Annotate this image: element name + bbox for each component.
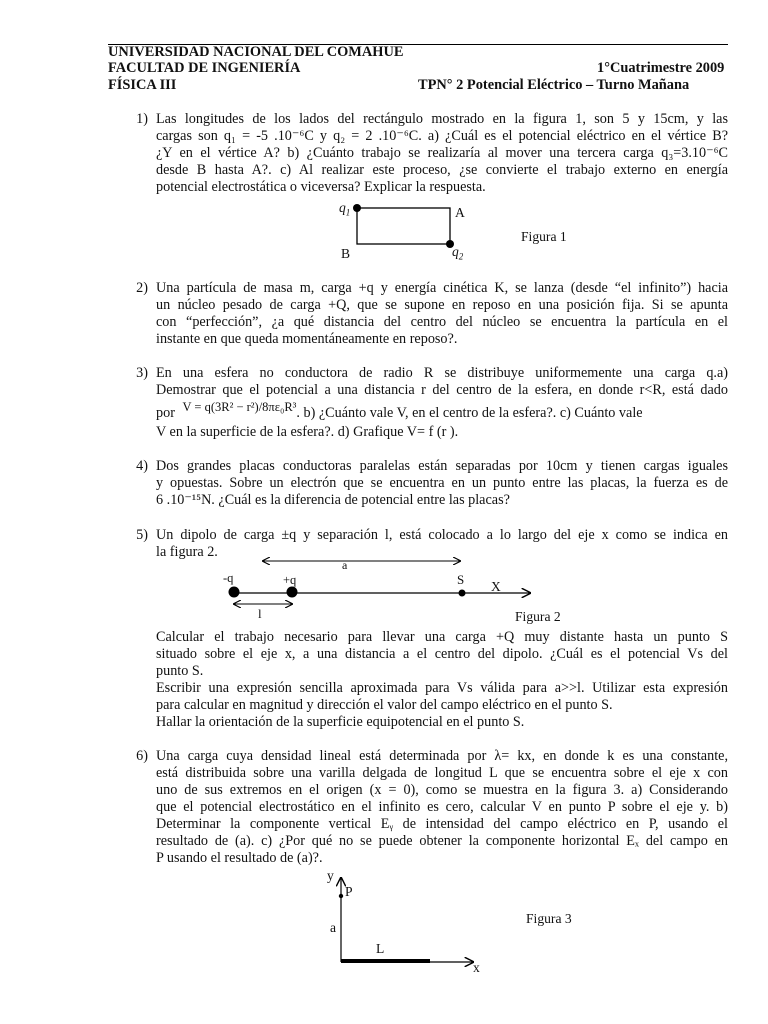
problem-2-line-3: con “perfección”, ¿a qué distancia del centro del núcleo se encuentra la partícula en el bbox=[156, 314, 728, 330]
label-rod-l: L bbox=[376, 941, 385, 956]
problem-6-line-6: resultado de (a). c) ¿Por qué no se puede obtener la componente horizontal Eₓ del campo en bbox=[156, 833, 728, 849]
problem-6-number: 6) bbox=[136, 748, 148, 764]
problem-4-number: 4) bbox=[136, 458, 148, 474]
point-p-dot bbox=[339, 894, 343, 898]
problem-5-number: 5) bbox=[136, 527, 148, 543]
problem-1-line-5: potencial electrostática o viceversa? Explicar la respuesta. bbox=[156, 179, 486, 195]
problem-2-number: 2) bbox=[136, 280, 148, 296]
problem-1-line-4: desde B hasta A?. c) Al realizar este proceso, ¿se convierte el trabajo externo en energía bbox=[156, 162, 728, 178]
problem-5-line-2: la figura 2. bbox=[156, 544, 218, 560]
problem-3-line-3-rest: . b) ¿Cuánto vale V, en el centro de la esfera?. c) Cuánto vale bbox=[296, 405, 643, 421]
figure-2-caption: Figura 2 bbox=[515, 609, 561, 624]
problem-5-after-line-4: Escribir una expresión sencilla aproximada para Vs válida para a>>l. Utilizar esta expresión bbox=[156, 680, 728, 696]
problem-5-after-line-1: Calcular el trabajo necesario para llevar una carga +Q muy distante hasta un punto S bbox=[156, 629, 728, 645]
label-axis-y: y bbox=[327, 868, 334, 883]
problem-4-line-2: y opuestas. Sobre un electrón que se encuentra en un punto entre las placas, la fuerza es de bbox=[156, 475, 728, 491]
label-axis-x-fig2: X bbox=[491, 579, 501, 594]
problem-6-line-2: está distribuida sobre una varilla delgada de longitud L que se encuentra sobre el eje x con bbox=[156, 765, 728, 781]
problem-5-after-line-5: para calcular en magnitud y dirección el valor del campo eléctrico en el punto S. bbox=[156, 697, 613, 713]
problem-1-line-3: ¿Y en el vértice A? b) ¿Cuánto trabajo se realizaría al mover una tercera carga q₃=3.10⁻⁶C bbox=[156, 145, 728, 161]
problem-3-line-2: Demostrar que el potencial a una distancia r del centro de la esfera, en donde r<R, está dado bbox=[156, 382, 728, 398]
problem-1-line-1: Las longitudes de los lados del rectángulo mostrado en la figura 1, son 5 y 15cm, y las bbox=[156, 111, 728, 127]
label-minus-q: -q bbox=[223, 571, 234, 585]
problem-3-line-1: En una esfera no conductora de radio R se distribuye uniformemente una carga q.a) bbox=[156, 365, 728, 381]
problem-3-line-4: V en la superficie de la esfera?. d) Grafique V= f (r ). bbox=[156, 424, 459, 440]
practice-title: TPN° 2 Potencial Eléctrico – Turno Mañana bbox=[418, 77, 690, 93]
label-axis-x-fig3: x bbox=[473, 960, 480, 975]
problem-6-line-3: uno de sus extremos en el origen (x = 0), como se muestra en la figura 3. a) Considerando bbox=[156, 782, 728, 798]
problem-6-line-5: Determinar la componente vertical Eᵧ de intensidad del campo eléctrico en P, usando el bbox=[156, 816, 728, 832]
problem-3-por: por bbox=[156, 405, 175, 421]
problem-3-number: 3) bbox=[136, 365, 148, 381]
problem-6-line-4: que el potencial electrostático en el infinito es cero, calcular V en punto P sobre el eje y. b) bbox=[156, 799, 728, 815]
problem-2-line-1: Una partícula de masa m, carga +q y energía cinética K, se lanza (desde “el infinito”) hacia bbox=[156, 280, 728, 296]
term-label: 1°Cuatrimestre 2009 bbox=[597, 60, 725, 76]
problem-6-line-1: Una carga cuya densidad lineal está determinada por λ= kx, en donde k es una constante, bbox=[156, 748, 728, 764]
label-q1: $q_1$ bbox=[339, 200, 351, 218]
label-vertex-a: A bbox=[455, 205, 465, 220]
label-q2: $q_2$ bbox=[452, 244, 464, 262]
university-name: UNIVERSIDAD NACIONAL DEL COMAHUE bbox=[108, 44, 404, 60]
label-distance-a: a bbox=[342, 558, 348, 572]
subject-name: FÍSICA III bbox=[108, 77, 177, 93]
label-vertex-b: B bbox=[341, 246, 351, 261]
problem-1-number: 1) bbox=[136, 111, 148, 127]
figure-1-caption: Figura 1 bbox=[521, 229, 567, 244]
problem-5-after-line-3: punto S. bbox=[156, 663, 204, 679]
faculty-name: FACULTAD DE INGENIERÍA bbox=[108, 60, 301, 76]
problem-4-line-1: Dos grandes placas conductoras paralelas están separadas por 10cm y tienen cargas iguales bbox=[156, 458, 728, 474]
problem-5-after-line-2: situado sobre el eje x, a una distancia a el centro del dipolo. ¿Cuál es el potencial Vs del bbox=[156, 646, 728, 662]
label-point-p: P bbox=[345, 884, 353, 899]
problem-2-line-4: instante en que queda momentáneamente en reposo?. bbox=[156, 331, 458, 347]
problem-6-line-7: P usando el resultado de (a)?. bbox=[156, 850, 323, 866]
label-separation-l: l bbox=[258, 606, 262, 621]
problem-5-after-line-6: Hallar la orientación de la superficie equipotencial en el punto S. bbox=[156, 714, 525, 730]
label-plus-q: +q bbox=[283, 573, 297, 587]
problem-4-line-3: 6 .10⁻¹⁵N. ¿Cuál es la diferencia de potencial entre las placas? bbox=[156, 492, 510, 508]
problem-2-line-2: un núcleo pesado de carga +Q, que se supone en reposo en una posición fija. Si se apunta bbox=[156, 297, 728, 313]
potential-formula: V = q(3R² − r²)/8πε₀R³ bbox=[182, 400, 297, 414]
problem-5-line-1: Un dipolo de carga ±q y separación l, está colocado a lo largo del eje x como se indica en bbox=[156, 527, 728, 543]
label-point-s: S bbox=[457, 572, 465, 587]
label-distance-a-fig3: a bbox=[330, 920, 337, 935]
problem-1-line-2: cargas son q₁ = -5 .10⁻⁶C y q₂ = 2 .10⁻⁶C. a) ¿Cuál es el potencial eléctrico en el vértice B? bbox=[156, 128, 728, 144]
figure-3-caption: Figura 3 bbox=[526, 911, 572, 926]
